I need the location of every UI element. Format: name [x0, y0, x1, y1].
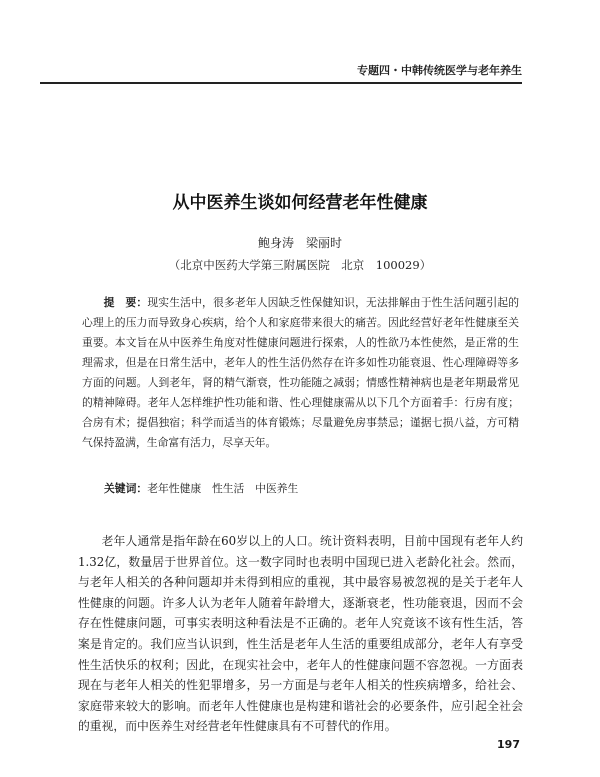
article-title: 从中医养生谈如何经营老年性健康 [172, 193, 428, 213]
keywords [104, 480, 504, 498]
running-header [40, 60, 522, 84]
keywords-label: 关键词： [104, 482, 148, 495]
body-paragraph: 老年人通常是指年龄在60岁以上的人口。统计资料表明，目前中国现有老年人约1.32亿，数量居于世界首位。这一数字同时也表明中国现已进入老龄化社会。然而，与老年人相关的各种问题却并未得到相应的重视，其中最容易被忽视的是关于老年人性健康的问题。许多人认为老年人随着年龄增大，逐渐衰老，性功能衰退，因而不会存在性健康问题，可事实表明这种看法是不正确的。老年人究竟该不该有性生活，答案是肯定的。我们应当认识到，性生活是老年人生活的重要组成部分，老年人有享受性生活快乐的权利；因此，在现实社会中，老年人的性健康问题不容忽视。一方面表现在与老年人相关的性犯罪增多，另一方面是与老年人相关的性疾病增多，给社会、家庭带来较大的影响。而老年人性健康也是构建和谐社会的必要条件，应引起全社会的重视，而中医养生对经营老年性健康具有不可替代的作用。 [78, 534, 523, 734]
keywords-text: 老年性健康 性生活 中医养生 [147, 482, 299, 495]
authors: 鲍身涛 梁丽时 [257, 236, 342, 250]
abstract [82, 293, 519, 453]
abstract-label: 提 要： [103, 296, 148, 309]
abstract-text: 现实生活中，很多老年人因缺乏性保健知识，无法排解由于性生活问题引起的心理上的压力而导致身心疾病，给个人和家庭带来很大的痛苦。因此经营好老年性健康至关重要。本文旨在从中医养生角度对性健康问题进行探索，人的性欲乃本性使然，是正常的生理需求，但是在日常生活中，老年人的性生活仍然存在许多如性功能衰退、性心理障碍等多方面的问题。人到老年，肾的精气渐衰，性功能随之减弱；情感性精神病也是老年期最常见的精神障碍。老年人怎样维护性功能和谐、性心理健康需从以下几个方面着手：行房有度；合房有术；提倡独宿；科学而适当的体育锻炼；尽量避免房事禁忌；谨据七损八益，方可精气保持盈满，生命富有活力，尽享天年。 [82, 296, 520, 449]
section-header-text: 专题四・中韩传统医学与老年养生 [357, 64, 522, 77]
affiliation: （北京中医药大学第三附属医院 北京 100029） [168, 258, 432, 272]
page-number: 197 [497, 738, 520, 751]
